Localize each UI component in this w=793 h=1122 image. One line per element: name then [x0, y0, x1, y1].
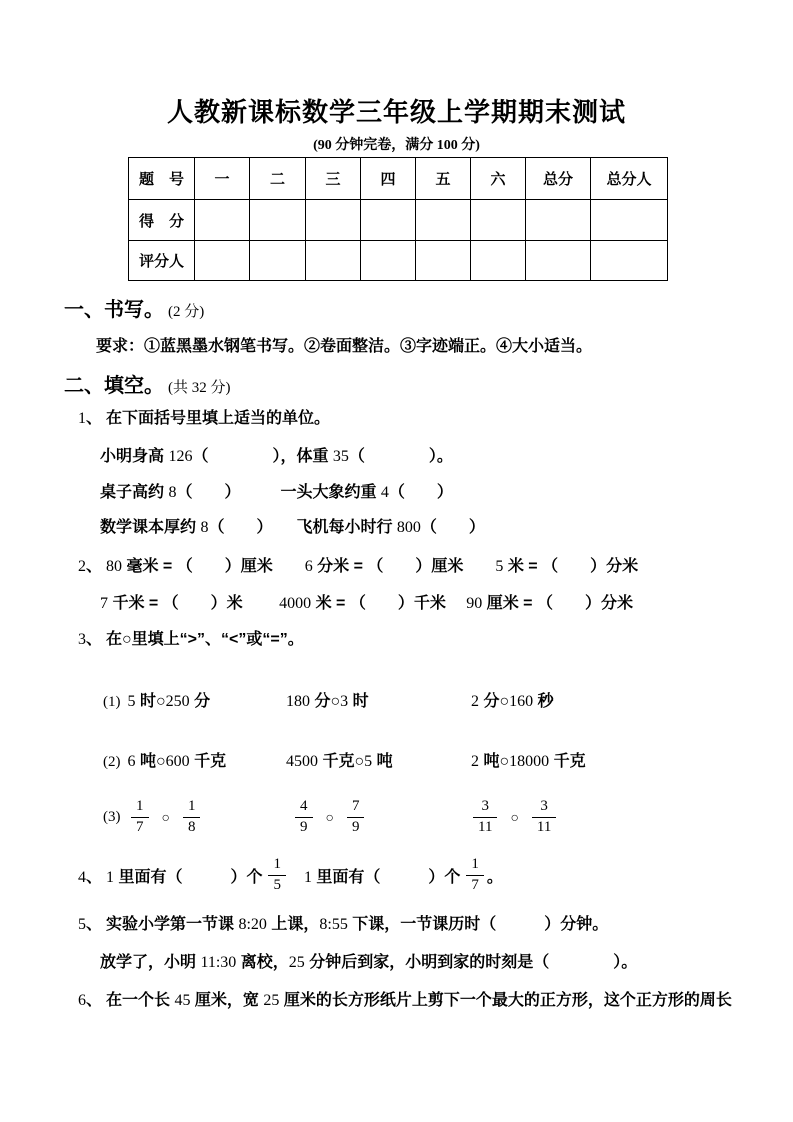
question-5 [78, 911, 608, 934]
section-1-heading [64, 293, 204, 322]
fraction: $\frac{3}{11}$ [532, 798, 556, 836]
question-1-number: 1、 [78, 410, 103, 427]
score-table-header-row [129, 158, 668, 200]
question-3-row-3 [103, 794, 556, 840]
grader-cell [250, 241, 306, 281]
header-col-6: 六 [471, 158, 526, 200]
question-1-text: 在下面括号里填上适当的单位。 [106, 410, 331, 427]
comparison-circle: ○ [510, 809, 519, 825]
fraction: $\frac{1}{5}$ [268, 856, 286, 894]
header-col-2: 二 [250, 158, 306, 200]
section-1-requirements: 要求：①蓝黑墨水钢笔书写。②卷面整洁。③字迹端正。④大小适当。 [96, 338, 593, 355]
subitem-2-item-1: 6 吨○600 千克 [127, 753, 227, 770]
section-2-points: (共 32 分) [168, 380, 231, 396]
subitem-1-item-3: 2 分○160 秒 [471, 693, 554, 710]
subitem-1-item-1: 5 时○250 分 [127, 693, 211, 710]
header-col-1: 一 [195, 158, 250, 200]
question-6-number: 6、 [78, 992, 103, 1009]
grader-cell [526, 241, 591, 281]
score-row-label: 得 分 [129, 200, 195, 241]
question-2-line-2: 7 千米 = （ ）米 4000 米 = （ ）千米 90 厘米 = （ ）分米 [100, 595, 633, 612]
question-4-part-2: 1 里面有（ ）个 [303, 868, 461, 886]
section-1-points: (2 分) [168, 304, 205, 320]
fraction-comparison-3 [473, 798, 556, 836]
section-2-heading [64, 369, 231, 398]
header-col-4: 四 [361, 158, 416, 200]
header-col-3: 三 [306, 158, 361, 200]
page-title: 人教新课标数学三年级上学期期末测试 [166, 97, 626, 127]
fraction: $\frac{7}{9}$ [347, 798, 365, 836]
grader-cell [471, 241, 526, 281]
question-4-number: 4、 [78, 868, 103, 886]
score-cell [471, 200, 526, 241]
fraction-comparison-2 [295, 798, 473, 836]
score-cell [361, 200, 416, 241]
question-3-row-1 [103, 688, 554, 711]
score-table [128, 157, 668, 281]
header-total: 总分 [526, 158, 591, 200]
comparison-circle: ○ [161, 809, 170, 825]
question-5-line-2: 放学了，小明 11:30 离校，25 分钟后到家，小明到家的时刻是（ ）。 [100, 954, 638, 971]
score-cell [416, 200, 471, 241]
question-1-line-3: 数学课本厚约 8（ ） 飞机每小时行 800（ ） [100, 519, 485, 536]
section-1-title: 一、书写。 [64, 299, 164, 321]
score-cell [250, 200, 306, 241]
grader-cell [361, 241, 416, 281]
score-cell [591, 200, 668, 241]
question-3-row-2 [103, 748, 586, 771]
grader-cell [306, 241, 361, 281]
grader-cell [416, 241, 471, 281]
question-3-number: 3、 [78, 631, 103, 648]
score-cell [306, 200, 361, 241]
fraction: $\frac{3}{11}$ [473, 798, 497, 836]
subitem-3-label: (3) [103, 808, 121, 825]
fraction: $\frac{1}{7}$ [131, 798, 149, 836]
question-1-line-1: 小明身高 126（ ），体重 35（ ）。 [100, 448, 453, 465]
subitem-1-label: (1) [103, 694, 121, 710]
question-5-line-1: 实验小学第一节课 8:20 上课，8:55 下课，一节课历时（ ）分钟。 [106, 916, 609, 933]
fraction: $\frac{1}{8}$ [183, 798, 201, 836]
question-2-number: 2、 [78, 558, 103, 575]
question-1-line-2: 桌子高约 8（ ） 一头大象约重 4（ ） [100, 484, 453, 501]
question-2-line-1: 80 毫米 = （ ）厘米 6 分米 = （ ）厘米 5 米 = （ ）分米 [106, 558, 639, 575]
subitem-1-item-2: 180 分○3 时 [286, 693, 369, 710]
question-2 [78, 553, 638, 576]
score-cell [526, 200, 591, 241]
question-5-number: 5、 [78, 916, 103, 933]
question-4 [78, 852, 503, 898]
header-question-number: 题 号 [129, 158, 195, 200]
score-cell [195, 200, 250, 241]
grader-row-label: 评分人 [129, 241, 195, 281]
grader-row [129, 241, 668, 281]
question-6-text: 在一个长 45 厘米，宽 25 厘米的长方形纸片上剪下一个最大的正方形，这个正方形的周长 [106, 992, 732, 1009]
page-subtitle: (90 分钟完卷，满分 100 分) [313, 138, 480, 153]
subitem-2-label: (2) [103, 754, 121, 770]
grader-cell [591, 241, 668, 281]
comparison-circle: ○ [325, 809, 334, 825]
section-2-title: 二、填空。 [64, 375, 164, 397]
question-1 [78, 405, 330, 428]
fraction: $\frac{4}{9}$ [295, 798, 313, 836]
header-total-grader: 总分人 [591, 158, 668, 200]
score-row [129, 200, 668, 241]
question-3-text: 在○里填上“>”、“<”或“=”。 [106, 631, 304, 648]
grader-cell [195, 241, 250, 281]
question-3 [78, 626, 304, 649]
subitem-2-item-2: 4500 千克○5 吨 [286, 753, 393, 770]
header-col-5: 五 [416, 158, 471, 200]
question-4-period: 。 [486, 868, 503, 886]
fraction-comparison-1 [131, 798, 295, 836]
subitem-2-item-3: 2 吨○18000 千克 [471, 753, 586, 770]
fraction: $\frac{1}{7}$ [466, 856, 484, 894]
question-6 [78, 987, 732, 1010]
question-4-part-1: 1 里面有（ ）个 [106, 868, 263, 886]
